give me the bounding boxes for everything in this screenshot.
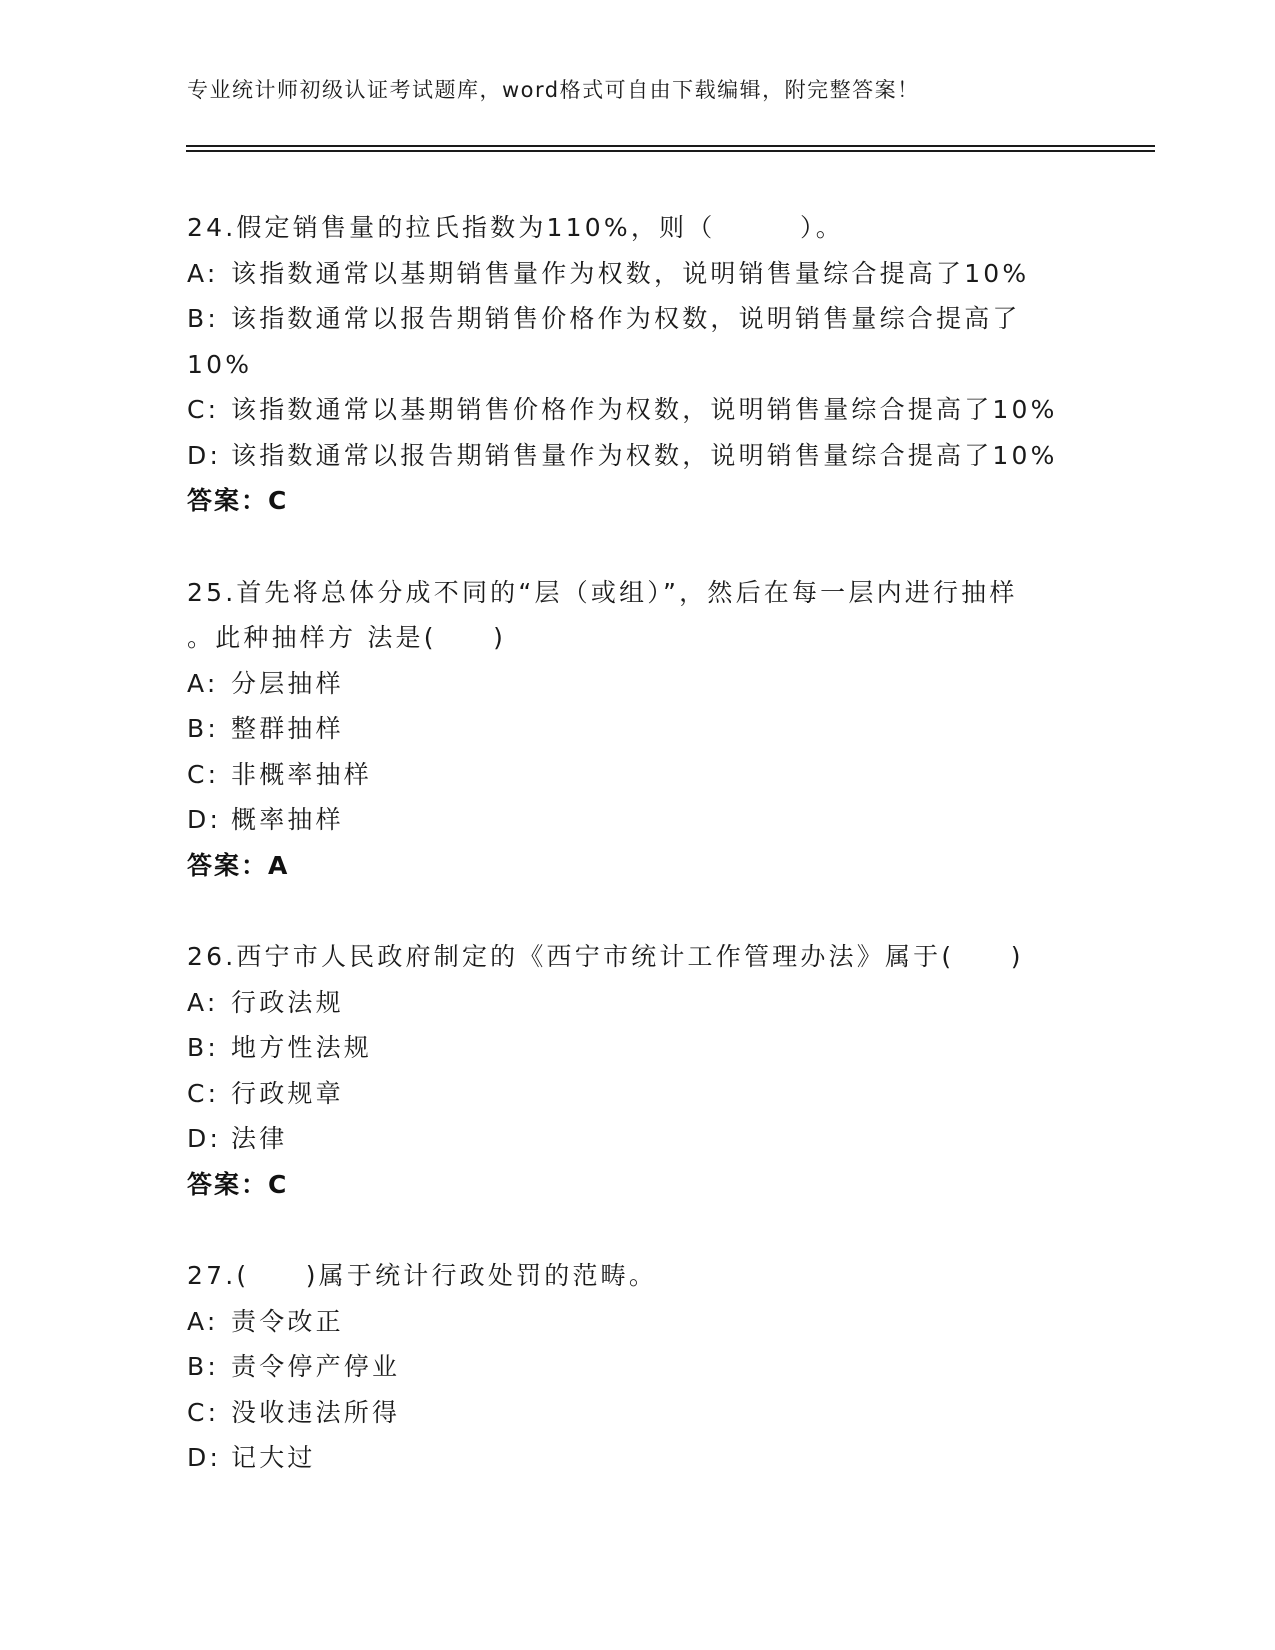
option-d [187,1116,1087,1162]
answer-line: 答案：C [187,486,289,515]
option-text: 非概率抽样 [231,759,373,789]
option-letter: A: [187,987,219,1017]
header-double-rule [186,145,1155,152]
option-letter: B: [187,714,219,743]
question-stem-continuation: 。此种抽样方 法是( ) [187,623,507,652]
option-text: 分层抽样 [231,668,344,698]
question-stem: 24.假定销售量的拉氏指数为110%，则（ ）。 [187,213,844,242]
option-text: 记大过 [231,1443,316,1472]
question-stem: 27.( )属于统计行政处罚的范畴。 [187,1261,658,1290]
option-a [187,980,1087,1026]
question-stem: 26.西宁市人民政府制定的《西宁市统计工作管理办法》属于( ) [187,942,1024,971]
option-letter: B: [187,1033,219,1062]
option-c [187,387,1087,433]
question-26 [187,934,1087,1207]
option-letter: D: [187,805,222,834]
question-27 [187,1253,1087,1481]
option-b [187,296,1087,342]
option-letter: D: [187,440,222,470]
option-letter: A: [187,1306,219,1336]
option-c [187,1071,1087,1117]
option-b-continuation [187,342,1087,388]
option-a [187,661,1087,707]
option-text: 该指数通常以报告期销售价格作为权数，说明销售量综合提高了 [231,304,1021,333]
question-24 [187,205,1087,524]
option-text: 法律 [231,1124,288,1153]
question-stem: 25.首先将总体分成不同的“层（或组）”，然后在每一层内进行抽样 [187,577,1018,607]
option-text: 行政规章 [231,1078,344,1108]
answer-line: 答案：A [187,850,290,880]
option-text: 10% [187,349,253,379]
option-a [187,251,1087,297]
option-text: 责令改正 [231,1306,344,1336]
option-c [187,1390,1087,1436]
page-header-title: 专业统计师初级认证考试题库，word格式可自由下载编辑，附完整答案！ [187,78,920,102]
option-b [187,1025,1087,1071]
option-letter: C: [187,759,220,789]
option-d [187,433,1087,479]
option-d [187,797,1087,843]
option-text: 地方性法规 [231,1033,373,1062]
option-d [187,1435,1087,1481]
option-letter: C: [187,395,220,424]
question-25 [187,570,1087,889]
option-letter: C: [187,1078,220,1108]
answer-line: 答案：C [187,1169,289,1199]
option-text: 概率抽样 [231,805,344,834]
option-a [187,1299,1087,1345]
option-text: 没收违法所得 [231,1397,401,1427]
option-text: 责令停产停业 [231,1352,401,1381]
option-letter: D: [187,1124,222,1153]
option-letter: A: [187,668,219,698]
option-letter: B: [187,304,219,333]
option-text: 该指数通常以基期销售量作为权数，说明销售量综合提高了10% [231,258,1030,288]
option-text: 该指数通常以报告期销售量作为权数，说明销售量综合提高了10% [231,440,1058,470]
option-text: 该指数通常以基期销售价格作为权数，说明销售量综合提高了10% [231,395,1058,424]
option-b [187,706,1087,752]
option-letter: C: [187,1397,220,1427]
question-list [187,205,1087,1527]
option-b [187,1344,1087,1390]
option-letter: D: [187,1443,222,1472]
option-c [187,752,1087,798]
option-text: 整群抽样 [231,714,344,743]
option-text: 行政法规 [231,987,344,1017]
option-letter: A: [187,258,219,288]
option-letter: B: [187,1352,219,1381]
